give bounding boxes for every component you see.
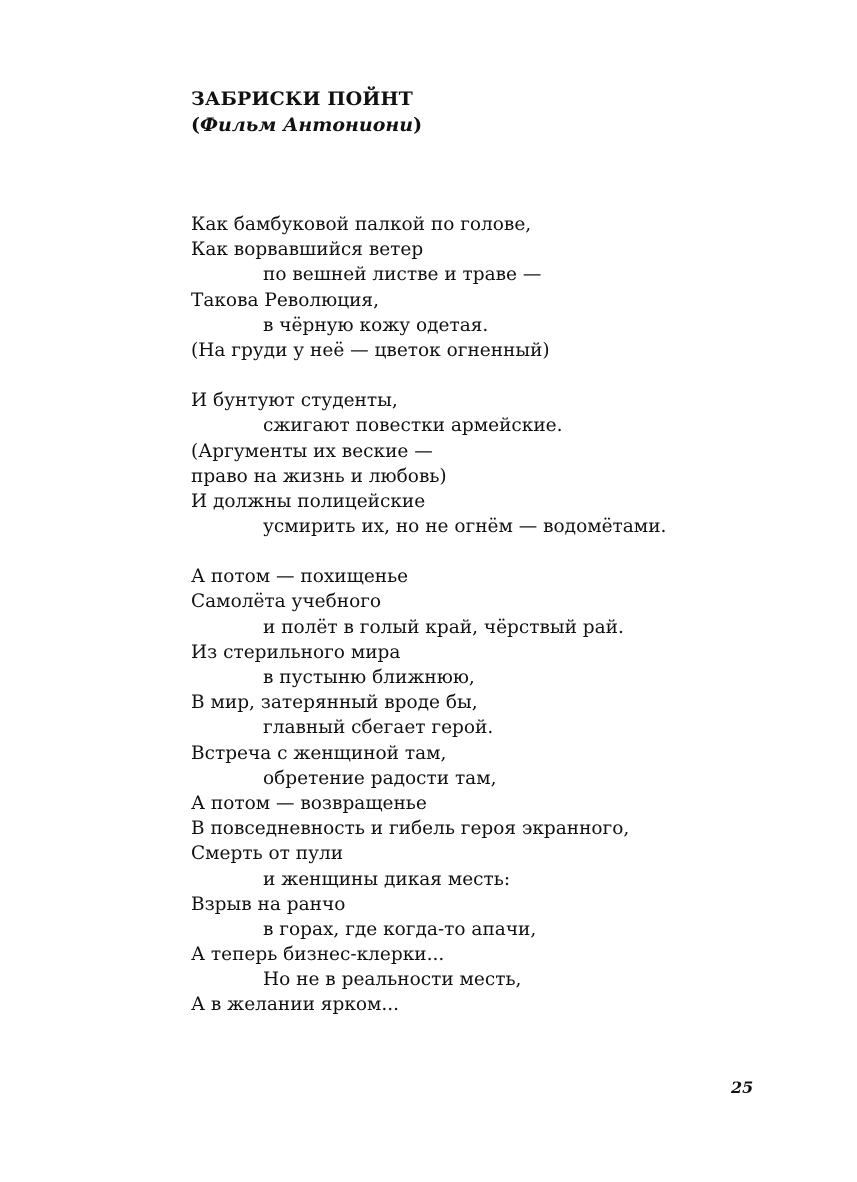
- poem-line: Такова Революция,: [191, 289, 379, 311]
- poem-line: обретение радости там,: [263, 767, 497, 789]
- subtitle-open-paren: (: [191, 114, 200, 136]
- subtitle-text: Фильм Антониони: [200, 114, 414, 136]
- poem-line: Взрыв на ранчо: [191, 893, 346, 915]
- poem-line: Самолёта учебного: [191, 591, 382, 613]
- poem-stanza: [191, 212, 811, 363]
- poem-heading: [191, 86, 422, 138]
- poem-line: И бунтуют студенты,: [191, 390, 398, 412]
- poem-stanza: [191, 388, 811, 539]
- poem-line: в чёрную кожу одетая.: [263, 314, 489, 336]
- poem-line: усмирить их, но не огнём — водомётами.: [263, 516, 667, 538]
- subtitle-close-paren: ): [413, 114, 423, 136]
- poem-line: Встреча с женщиной там,: [191, 742, 447, 764]
- poem-line: и полёт в голый край, чёрствый рай.: [263, 616, 624, 638]
- poem-line: Как ворвавшийся ветер: [191, 239, 424, 261]
- poem-line: А потом — возвращенье: [191, 792, 427, 814]
- poem-line: Но не в реальности месть,: [263, 969, 522, 991]
- poem-line: сжигают повестки армейские.: [263, 415, 563, 437]
- poem-line: (На груди у неё — цветок огненный): [191, 339, 550, 361]
- poem-line: И должны полицейские: [191, 490, 426, 512]
- poem-line: по вешней листве и траве —: [263, 264, 542, 286]
- poem-line: главный сбегает герой.: [263, 717, 494, 739]
- page-number: 25: [731, 1078, 754, 1097]
- poem-line: А в желании ярком...: [191, 994, 400, 1016]
- poem-line: Смерть от пули: [191, 843, 344, 865]
- poem-body: [191, 212, 811, 1043]
- poem-line: Как бамбуковой палкой по голове,: [191, 214, 532, 235]
- poem-line: А потом — похищенье: [191, 566, 409, 588]
- poem-line: А теперь бизнес-клерки...: [191, 944, 445, 966]
- poem-stanza: [191, 564, 811, 1017]
- poem-line: В мир, затерянный вроде бы,: [191, 692, 478, 714]
- poem-title: ЗАБРИСКИ ПОЙНТ: [191, 88, 413, 110]
- poem-line: и женщины дикая месть:: [263, 868, 511, 890]
- poem-line: право на жизнь и любовь): [191, 465, 447, 487]
- poem-line: в горах, где когда-то апачи,: [263, 918, 537, 940]
- poem-subtitle: [191, 112, 422, 138]
- poem-line: в пустыню ближнюю,: [263, 667, 475, 688]
- poem-line: Из стерильного мира: [191, 641, 401, 663]
- poem-line: В повседневность и гибель героя экранного,: [191, 818, 630, 840]
- poem-line: (Аргументы их веские —: [191, 440, 433, 462]
